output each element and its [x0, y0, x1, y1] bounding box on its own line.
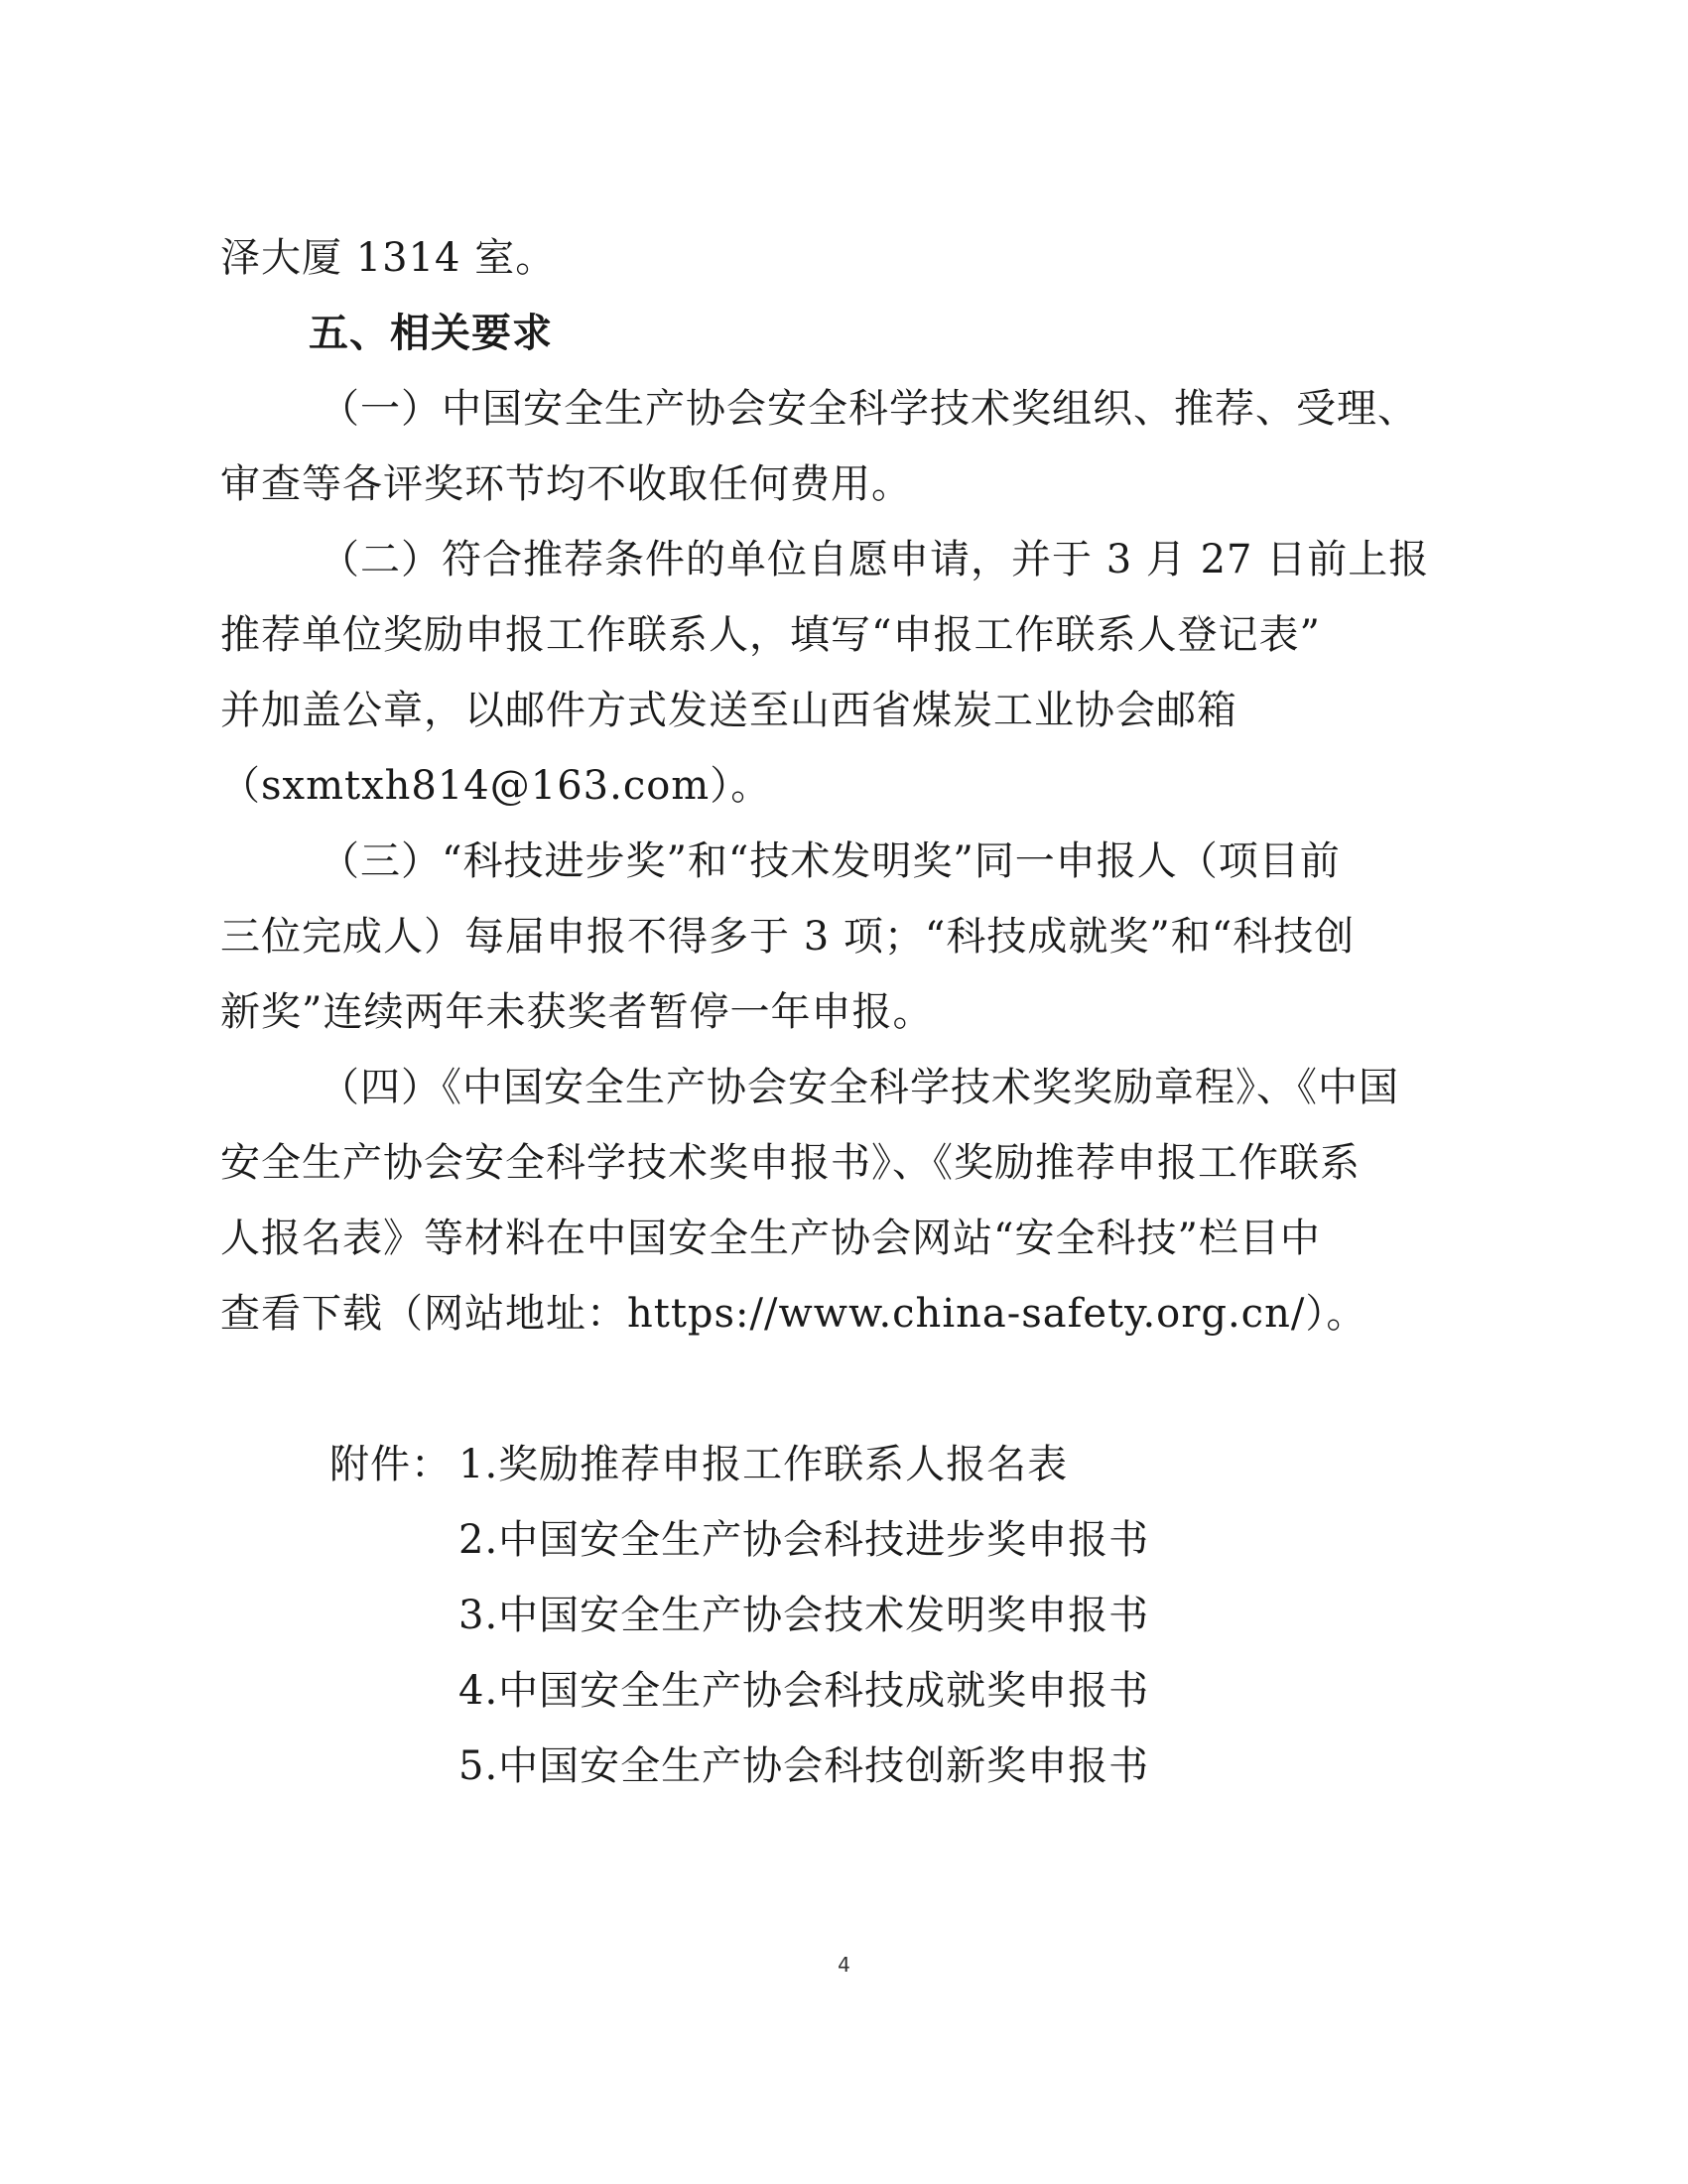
attachment-item: 2.中国安全生产协会科技进步奖申报书 [458, 1517, 1150, 1563]
paragraph-line: （三）“科技进步奖”和“技术发明奖”同一申报人（项目前 [320, 838, 1341, 884]
paragraph-line: 查看下载（网站地址：https://www.china-safety.org.cn/）。 [220, 1291, 1367, 1337]
paragraph-line: 三位完成人）每届申报不得多于 3 项；“科技成就奖”和“科技创 [220, 914, 1356, 960]
section-heading: 五、相关要求 [309, 311, 553, 356]
page-number: 4 [838, 1953, 850, 1977]
attachments-label: 附件： [329, 1442, 452, 1487]
paragraph-line: （一）中国安全生产协会安全科学技术奖组织、推荐、受理、 [320, 386, 1418, 432]
attachment-item: 1.奖励推荐申报工作联系人报名表 [458, 1442, 1069, 1487]
attachment-item: 3.中国安全生产协会技术发明奖申报书 [458, 1593, 1150, 1638]
paragraph-line: 人报名表》等材料在中国安全生产协会网站“安全科技”栏目中 [220, 1216, 1321, 1261]
attachment-item: 5.中国安全生产协会科技创新奖申报书 [458, 1743, 1150, 1789]
paragraph-line: 泽大厦 1314 室。 [220, 235, 557, 281]
paragraph-line: 审查等各评奖环节均不收取任何费用。 [220, 461, 912, 507]
paragraph-line: （sxmtxh814@163.com）。 [220, 763, 772, 809]
paragraph-line: 并加盖公章，以邮件方式发送至山西省煤炭工业协会邮箱 [220, 688, 1237, 733]
paragraph-line: （四）《中国安全生产协会安全科学技术奖奖励章程》、《中国 [320, 1065, 1399, 1110]
attachment-item: 4.中国安全生产协会科技成就奖申报书 [458, 1668, 1150, 1714]
paragraph-line: 安全生产协会安全科学技术奖申报书》、《奖励推荐申报工作联系 [220, 1140, 1361, 1186]
paragraph-line: （二）符合推荐条件的单位自愿申请，并于 3 月 27 日前上报 [320, 537, 1430, 582]
paragraph-line: 推荐单位奖励申报工作联系人，填写“申报工作联系人登记表” [220, 612, 1321, 658]
paragraph-line: 新奖”连续两年未获奖者暂停一年申报。 [220, 989, 934, 1035]
